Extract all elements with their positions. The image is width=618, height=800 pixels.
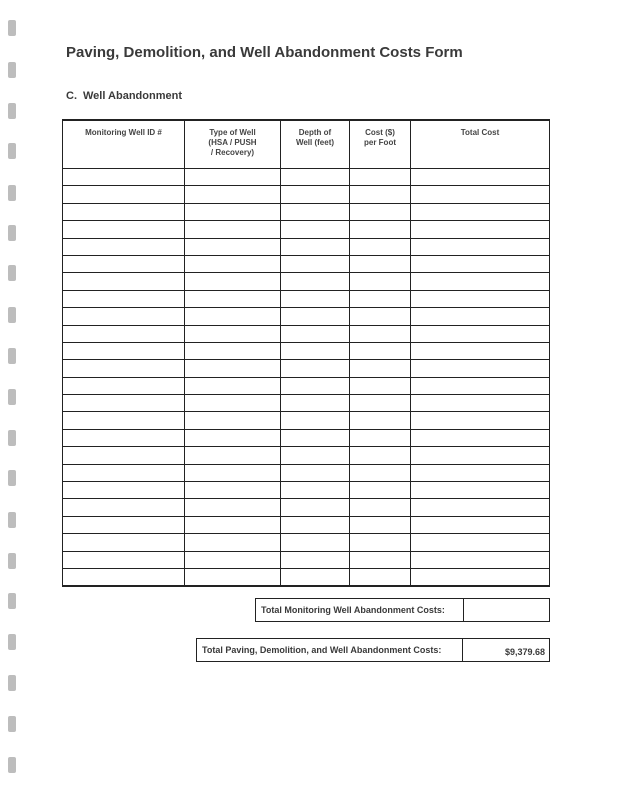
- header-type-of-well: [185, 120, 281, 169]
- punch-hole: [8, 512, 16, 528]
- cell-type-of-well[interactable]: [185, 255, 281, 272]
- header-line: Type of Well: [209, 128, 256, 137]
- form-title: Paving, Demolition, and Well Abandonment Costs Form: [66, 44, 463, 61]
- section-label: Well Abandonment: [83, 90, 182, 102]
- cell-type-of-well[interactable]: [185, 290, 281, 307]
- total-monitoring-well-value[interactable]: [463, 599, 549, 621]
- cell-well-id[interactable]: [63, 482, 185, 499]
- cell-type-of-well[interactable]: [185, 447, 281, 464]
- cell-well-id[interactable]: [63, 568, 185, 586]
- cell-well-id[interactable]: [63, 273, 185, 290]
- cell-total-cost[interactable]: [411, 464, 550, 481]
- table-row: [63, 255, 550, 272]
- table-row: [63, 360, 550, 377]
- table-row: [63, 325, 550, 342]
- header-line: per Foot: [364, 138, 396, 147]
- cell-cost-per-foot[interactable]: [350, 203, 411, 220]
- section-letter: C.: [66, 90, 77, 102]
- cell-well-id[interactable]: [63, 412, 185, 429]
- cell-cost-per-foot[interactable]: [350, 482, 411, 499]
- punch-hole: [8, 634, 16, 650]
- table-header-row: [63, 120, 550, 169]
- cell-cost-per-foot[interactable]: [350, 499, 411, 516]
- header-cost-per-foot: [350, 120, 411, 169]
- total-monitoring-well-box: [255, 598, 550, 622]
- cell-cost-per-foot[interactable]: [350, 447, 411, 464]
- cell-well-id[interactable]: [63, 342, 185, 359]
- cell-type-of-well[interactable]: [185, 568, 281, 586]
- cell-cost-per-foot[interactable]: [350, 186, 411, 203]
- table-row: [63, 482, 550, 499]
- cell-well-id[interactable]: [63, 516, 185, 533]
- punch-hole: [8, 185, 16, 201]
- cell-depth[interactable]: [281, 464, 350, 481]
- cell-well-id[interactable]: [63, 377, 185, 394]
- cell-type-of-well[interactable]: [185, 325, 281, 342]
- cell-type-of-well[interactable]: [185, 308, 281, 325]
- cell-well-id[interactable]: [63, 203, 185, 220]
- punch-hole: [8, 20, 16, 36]
- cell-type-of-well[interactable]: [185, 377, 281, 394]
- cell-total-cost[interactable]: [411, 273, 550, 290]
- cell-type-of-well[interactable]: [185, 551, 281, 568]
- header-line: Depth of: [298, 128, 332, 137]
- cell-total-cost[interactable]: [411, 308, 550, 325]
- cell-depth[interactable]: [281, 568, 350, 586]
- cell-cost-per-foot[interactable]: [350, 412, 411, 429]
- binder-punch-holes: [8, 0, 18, 800]
- table-row: [63, 377, 550, 394]
- cell-total-cost[interactable]: [411, 516, 550, 533]
- cell-depth[interactable]: [281, 325, 350, 342]
- punch-hole: [8, 62, 16, 78]
- cell-well-id[interactable]: [63, 429, 185, 446]
- punch-hole: [8, 553, 16, 569]
- table-row: [63, 412, 550, 429]
- cell-cost-per-foot[interactable]: [350, 273, 411, 290]
- cell-total-cost[interactable]: [411, 342, 550, 359]
- table-row: [63, 169, 550, 186]
- cell-well-id[interactable]: [63, 169, 185, 186]
- cell-type-of-well[interactable]: [185, 221, 281, 238]
- table-row: [63, 516, 550, 533]
- cell-depth[interactable]: [281, 360, 350, 377]
- cell-type-of-well[interactable]: [185, 516, 281, 533]
- punch-hole: [8, 307, 16, 323]
- cell-total-cost[interactable]: [411, 360, 550, 377]
- cell-cost-per-foot[interactable]: [350, 169, 411, 186]
- grand-total-value[interactable]: $9,379.68: [462, 639, 549, 661]
- table-row: [63, 464, 550, 481]
- punch-hole: [8, 430, 16, 446]
- cell-well-id[interactable]: [63, 499, 185, 516]
- cell-total-cost[interactable]: [411, 447, 550, 464]
- cell-well-id[interactable]: [63, 534, 185, 551]
- cell-cost-per-foot[interactable]: [350, 290, 411, 307]
- cell-type-of-well[interactable]: [185, 273, 281, 290]
- cell-depth[interactable]: [281, 290, 350, 307]
- cell-type-of-well[interactable]: [185, 169, 281, 186]
- cell-total-cost[interactable]: [411, 203, 550, 220]
- cell-type-of-well[interactable]: [185, 464, 281, 481]
- cell-cost-per-foot[interactable]: [350, 551, 411, 568]
- table-row: [63, 186, 550, 203]
- punch-hole: [8, 348, 16, 364]
- cell-well-id[interactable]: [63, 238, 185, 255]
- cell-depth[interactable]: [281, 238, 350, 255]
- cell-type-of-well[interactable]: [185, 238, 281, 255]
- cell-total-cost[interactable]: [411, 482, 550, 499]
- grand-total-label: Total Paving, Demolition, and Well Abandonment Costs:: [202, 645, 442, 655]
- cell-depth[interactable]: [281, 273, 350, 290]
- header-total-cost: [411, 120, 550, 169]
- cell-total-cost[interactable]: [411, 169, 550, 186]
- cell-well-id[interactable]: [63, 551, 185, 568]
- cell-type-of-well[interactable]: [185, 203, 281, 220]
- cell-cost-per-foot[interactable]: [350, 308, 411, 325]
- table-row: [63, 238, 550, 255]
- table-row: [63, 203, 550, 220]
- cell-type-of-well[interactable]: [185, 482, 281, 499]
- cell-total-cost[interactable]: [411, 186, 550, 203]
- punch-hole: [8, 103, 16, 119]
- header-line: Well (feet): [295, 138, 335, 147]
- cell-cost-per-foot[interactable]: [350, 221, 411, 238]
- cell-total-cost[interactable]: [411, 551, 550, 568]
- table-row: [63, 342, 550, 359]
- table-row: [63, 290, 550, 307]
- cell-cost-per-foot[interactable]: [350, 395, 411, 412]
- cell-cost-per-foot[interactable]: [350, 429, 411, 446]
- header-line: (HSA / PUSH: [208, 138, 257, 147]
- cell-total-cost[interactable]: [411, 534, 550, 551]
- cell-total-cost[interactable]: [411, 238, 550, 255]
- punch-hole: [8, 757, 16, 773]
- cell-depth[interactable]: [281, 516, 350, 533]
- cell-depth[interactable]: [281, 551, 350, 568]
- cell-well-id[interactable]: [63, 325, 185, 342]
- table-row: [63, 568, 550, 586]
- grand-total-box: [196, 638, 550, 662]
- cell-cost-per-foot[interactable]: [350, 238, 411, 255]
- cell-type-of-well[interactable]: [185, 412, 281, 429]
- table-row: [63, 447, 550, 464]
- header-monitoring-well-id: [63, 120, 185, 169]
- cell-well-id[interactable]: [63, 255, 185, 272]
- cell-depth[interactable]: [281, 186, 350, 203]
- cell-cost-per-foot[interactable]: [350, 534, 411, 551]
- cell-cost-per-foot[interactable]: [350, 568, 411, 586]
- table-row: [63, 273, 550, 290]
- cell-cost-per-foot[interactable]: [350, 360, 411, 377]
- cell-depth[interactable]: [281, 308, 350, 325]
- punch-hole: [8, 265, 16, 281]
- cell-well-id[interactable]: [63, 308, 185, 325]
- punch-hole: [8, 675, 16, 691]
- cell-total-cost[interactable]: [411, 499, 550, 516]
- cell-depth[interactable]: [281, 342, 350, 359]
- table-row: [63, 308, 550, 325]
- cell-depth[interactable]: [281, 534, 350, 551]
- cell-total-cost[interactable]: [411, 255, 550, 272]
- cell-total-cost[interactable]: [411, 377, 550, 394]
- table-row: [63, 395, 550, 412]
- cell-depth[interactable]: [281, 412, 350, 429]
- cell-type-of-well[interactable]: [185, 395, 281, 412]
- cell-depth[interactable]: [281, 255, 350, 272]
- cell-well-id[interactable]: [63, 464, 185, 481]
- punch-hole: [8, 143, 16, 159]
- cell-total-cost[interactable]: [411, 221, 550, 238]
- cell-depth[interactable]: [281, 499, 350, 516]
- cell-cost-per-foot[interactable]: [350, 255, 411, 272]
- cell-well-id[interactable]: [63, 447, 185, 464]
- cell-depth[interactable]: [281, 447, 350, 464]
- header-line: / Recovery): [210, 148, 255, 157]
- cell-depth[interactable]: [281, 482, 350, 499]
- punch-hole: [8, 716, 16, 732]
- punch-hole: [8, 389, 16, 405]
- cell-well-id[interactable]: [63, 360, 185, 377]
- table-row: [63, 534, 550, 551]
- cell-depth[interactable]: [281, 169, 350, 186]
- total-monitoring-well-label: Total Monitoring Well Abandonment Costs:: [261, 605, 445, 615]
- cell-well-id[interactable]: [63, 395, 185, 412]
- cell-cost-per-foot[interactable]: [350, 464, 411, 481]
- cell-type-of-well[interactable]: [185, 186, 281, 203]
- cell-well-id[interactable]: [63, 221, 185, 238]
- cell-well-id[interactable]: [63, 290, 185, 307]
- cell-type-of-well[interactable]: [185, 429, 281, 446]
- section-heading: [66, 90, 182, 102]
- cell-cost-per-foot[interactable]: [350, 325, 411, 342]
- cell-total-cost[interactable]: [411, 429, 550, 446]
- cell-type-of-well[interactable]: [185, 499, 281, 516]
- cell-total-cost[interactable]: [411, 568, 550, 586]
- punch-hole: [8, 470, 16, 486]
- cell-depth[interactable]: [281, 377, 350, 394]
- cell-type-of-well[interactable]: [185, 360, 281, 377]
- cell-depth[interactable]: [281, 221, 350, 238]
- cell-type-of-well[interactable]: [185, 534, 281, 551]
- table-row: [63, 429, 550, 446]
- punch-hole: [8, 225, 16, 241]
- cell-cost-per-foot[interactable]: [350, 377, 411, 394]
- header-line: Total Cost: [460, 128, 500, 137]
- cell-cost-per-foot[interactable]: [350, 516, 411, 533]
- cell-total-cost[interactable]: [411, 412, 550, 429]
- cell-depth[interactable]: [281, 203, 350, 220]
- cell-total-cost[interactable]: [411, 290, 550, 307]
- cell-cost-per-foot[interactable]: [350, 342, 411, 359]
- cell-depth[interactable]: [281, 395, 350, 412]
- cell-depth[interactable]: [281, 429, 350, 446]
- header-line: Monitoring Well ID #: [85, 128, 162, 137]
- header-depth-of-well: [281, 120, 350, 169]
- well-abandonment-table: [62, 119, 550, 587]
- cell-type-of-well[interactable]: [185, 342, 281, 359]
- table-row: [63, 221, 550, 238]
- table-row: [63, 551, 550, 568]
- cell-well-id[interactable]: [63, 186, 185, 203]
- cell-total-cost[interactable]: [411, 325, 550, 342]
- cell-total-cost[interactable]: [411, 395, 550, 412]
- table-row: [63, 499, 550, 516]
- punch-hole: [8, 593, 16, 609]
- header-line: Cost ($): [365, 128, 395, 137]
